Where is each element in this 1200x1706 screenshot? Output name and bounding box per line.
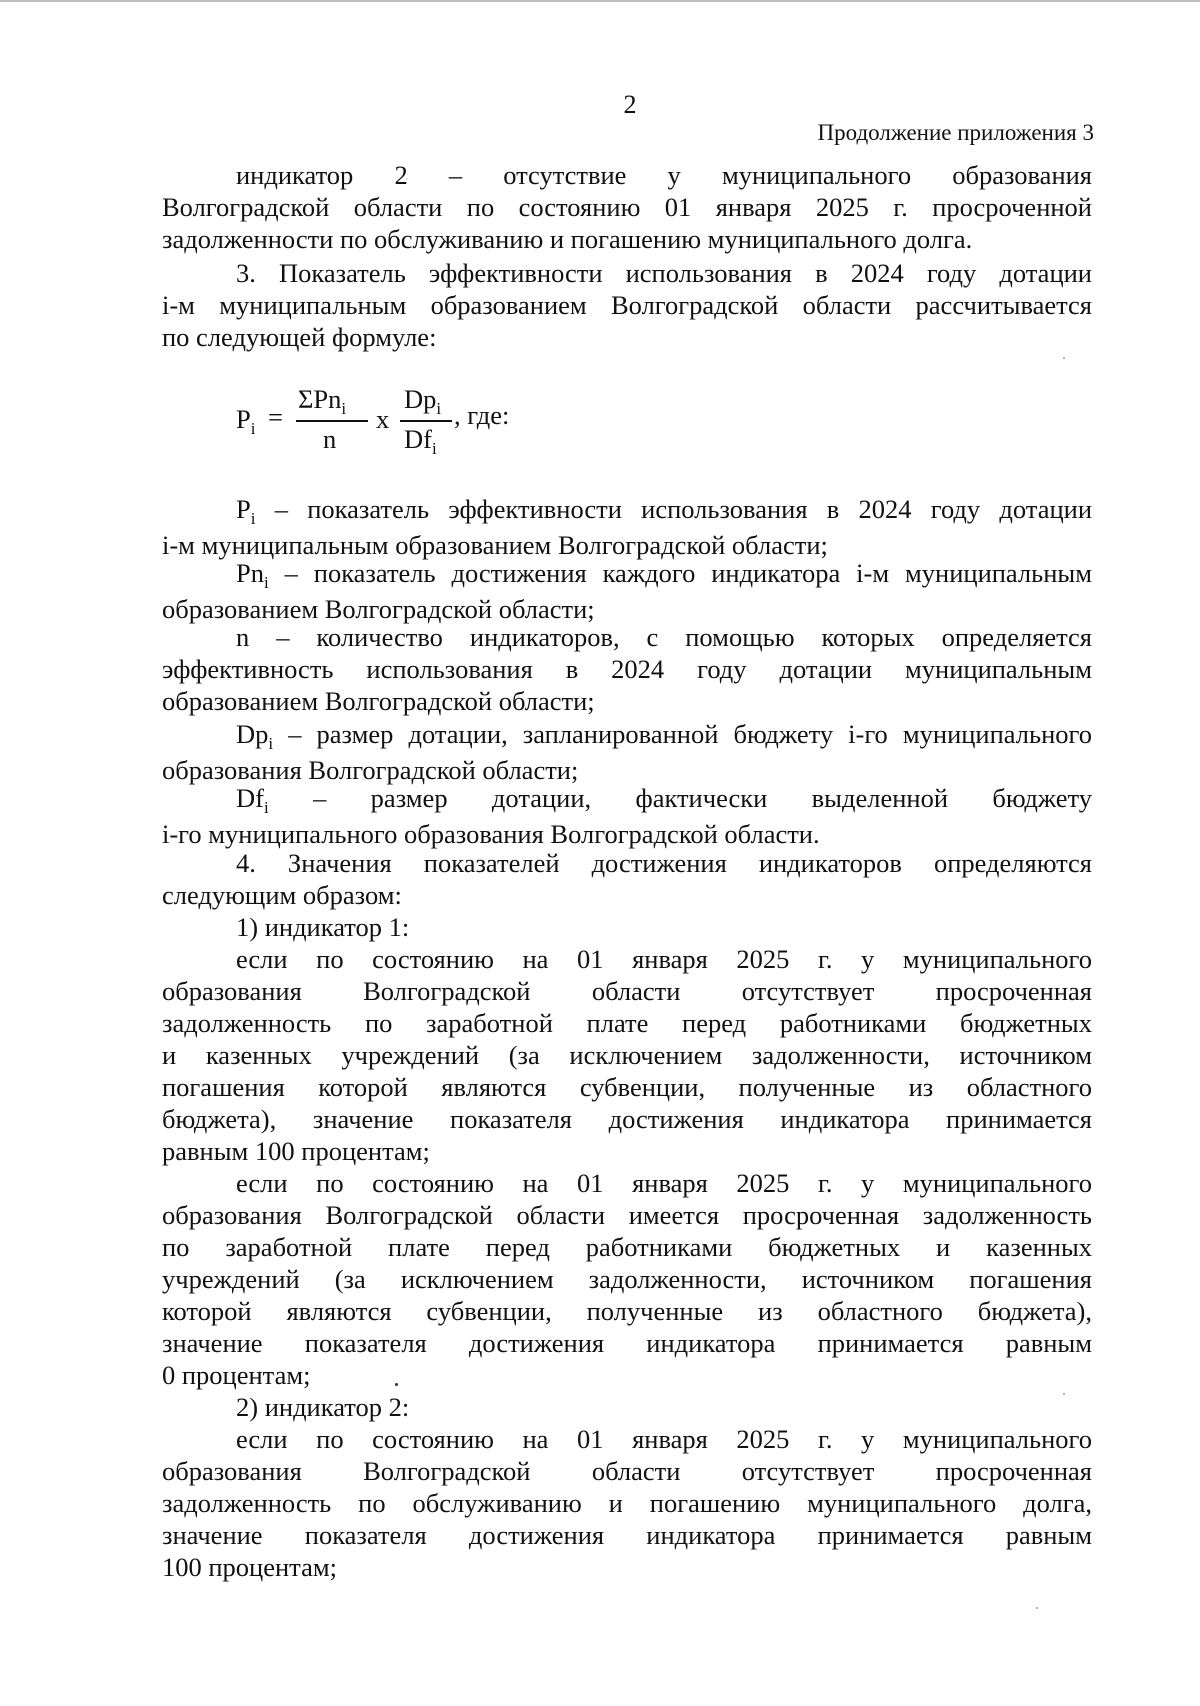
text-line: если по состоянию на 01 января 2025 г. у муниципального <box>236 1168 1092 1198</box>
text-line: образованием Волгоградской области; <box>162 686 595 716</box>
text-line: если по состоянию на 01 января 2025 г. у муниципального <box>236 944 1092 974</box>
formula-numerator-dp: $Dp_i$ <box>404 384 442 418</box>
definition-n <box>162 621 1092 717</box>
continuation-note: Продолжение приложения 3 <box>817 120 1094 145</box>
text-line: по следующей формуле: <box>162 322 437 352</box>
text-line: образования Волгоградской области отсутствует просроченная <box>162 976 1092 1006</box>
text-line: значение показателя достижения индикатора принимается равным <box>162 1520 1092 1550</box>
text-line: и казенных учреждений (за исключением задолженности, источником <box>162 1040 1092 1070</box>
text-line: 4. Значения показателей достижения индикаторов определяются <box>236 848 1092 878</box>
text-line: 100 процентам; <box>162 1552 337 1582</box>
text-line: i-го муниципального образования Волгоградской области. <box>162 819 820 849</box>
scan-speck <box>1036 1607 1038 1609</box>
text-line: образованием Волгоградской области; <box>162 594 595 624</box>
text-line: $Pn_i$ – показатель достижения каждого индикатора i-м муниципальным <box>236 558 1092 592</box>
formula-equals: = <box>268 402 283 432</box>
text-line: $Dp_i$ – размер дотации, запланированной бюджету i-го муниципального <box>236 719 1092 753</box>
text-line: значение показателя достижения индикатора принимается равным <box>162 1328 1092 1358</box>
text-line: образования Волгоградской области отсутствует просроченная <box>162 1456 1092 1486</box>
paragraph-3 <box>162 257 1092 353</box>
fraction-line <box>400 420 452 422</box>
text-line: равным 100 процентам; <box>162 1136 430 1166</box>
scan-speck <box>395 1383 398 1386</box>
paragraph-4 <box>162 847 1092 911</box>
scan-speck <box>1063 1393 1065 1395</box>
text-line: если по состоянию на 01 января 2025 г. у муниципального <box>236 1424 1092 1454</box>
definition-dpi <box>162 718 1092 786</box>
text-line: образования Волгоградской области имеется просроченная задолженность <box>162 1200 1092 1230</box>
text-line: индикатор 2 – отсутствие у муниципального образования <box>236 160 1092 190</box>
text-line: n – количество индикаторов, с помощью которых определяется <box>236 622 1092 652</box>
formula-numerator-sum: ΣPn$_i$ <box>298 384 347 418</box>
text-line: задолженность по заработной плате перед работниками бюджетных <box>162 1008 1092 1038</box>
text-line: задолженности по обслуживанию и погашению муниципального долга. <box>162 224 973 254</box>
formula-denominator-df: $Df_i$ <box>404 424 437 458</box>
indicator-1-case-absent <box>162 943 1092 1167</box>
scan-speck <box>1063 357 1065 359</box>
text-line: учреждений (за исключением задолженности, источником погашения <box>162 1264 1092 1294</box>
formula-denominator-n: n <box>323 424 337 454</box>
text-line: i-м муниципальным образованием Волгоградской области рассчитывается <box>162 290 1092 320</box>
indicator-1-heading <box>162 911 1092 943</box>
text-line: задолженность по обслуживанию и погашению муниципального долга, <box>162 1488 1092 1518</box>
indicator-2-heading <box>162 1391 1092 1423</box>
text-line: Волгоградской области по состоянию 01 января 2025 г. просроченной <box>162 192 1092 222</box>
text-line: i-м муниципальным образованием Волгоградской области; <box>162 530 828 560</box>
formula-lhs: $P_i$ <box>236 404 256 438</box>
text-line: образования Волгоградской области; <box>162 755 579 785</box>
scan-top-edge <box>0 0 1200 2</box>
text-line: $P_i$ – показатель эффективности использования в 2024 году дотации <box>236 494 1092 528</box>
formula-times: x <box>376 404 390 434</box>
text-line: которой являются субвенции, полученные из областного бюджета), <box>162 1296 1092 1326</box>
fraction-line <box>296 420 368 422</box>
text-line: погашения которой являются субвенции, полученные из областного <box>162 1072 1092 1102</box>
paragraph-indicator-2 <box>162 159 1092 255</box>
text-line: эффективность использования в 2024 году дотации муниципальным <box>162 654 1092 684</box>
text-line: 3. Показатель эффективности использования в 2024 году дотации <box>236 258 1092 288</box>
definition-pni <box>162 557 1092 625</box>
definition-pi <box>162 493 1092 561</box>
text-line: 0 процентам; <box>162 1360 311 1390</box>
text-line: бюджета), значение показателя достижения индикатора принимается <box>162 1104 1092 1134</box>
definition-dfi <box>162 782 1092 850</box>
text-line: по заработной плате перед работниками бюджетных и казенных <box>162 1232 1092 1262</box>
page-number: 2 <box>623 90 637 119</box>
text-line: следующим образом: <box>162 880 402 910</box>
text-line: $Df_i$ – размер дотации, фактически выделенной бюджету <box>236 783 1092 817</box>
text-line: 1) индикатор 1: <box>236 912 410 942</box>
indicator-1-case-present <box>162 1167 1092 1391</box>
formula-tail: , где: <box>454 400 510 430</box>
indicator-2-case-absent <box>162 1423 1092 1583</box>
text-line: 2) индикатор 2: <box>236 1392 410 1422</box>
